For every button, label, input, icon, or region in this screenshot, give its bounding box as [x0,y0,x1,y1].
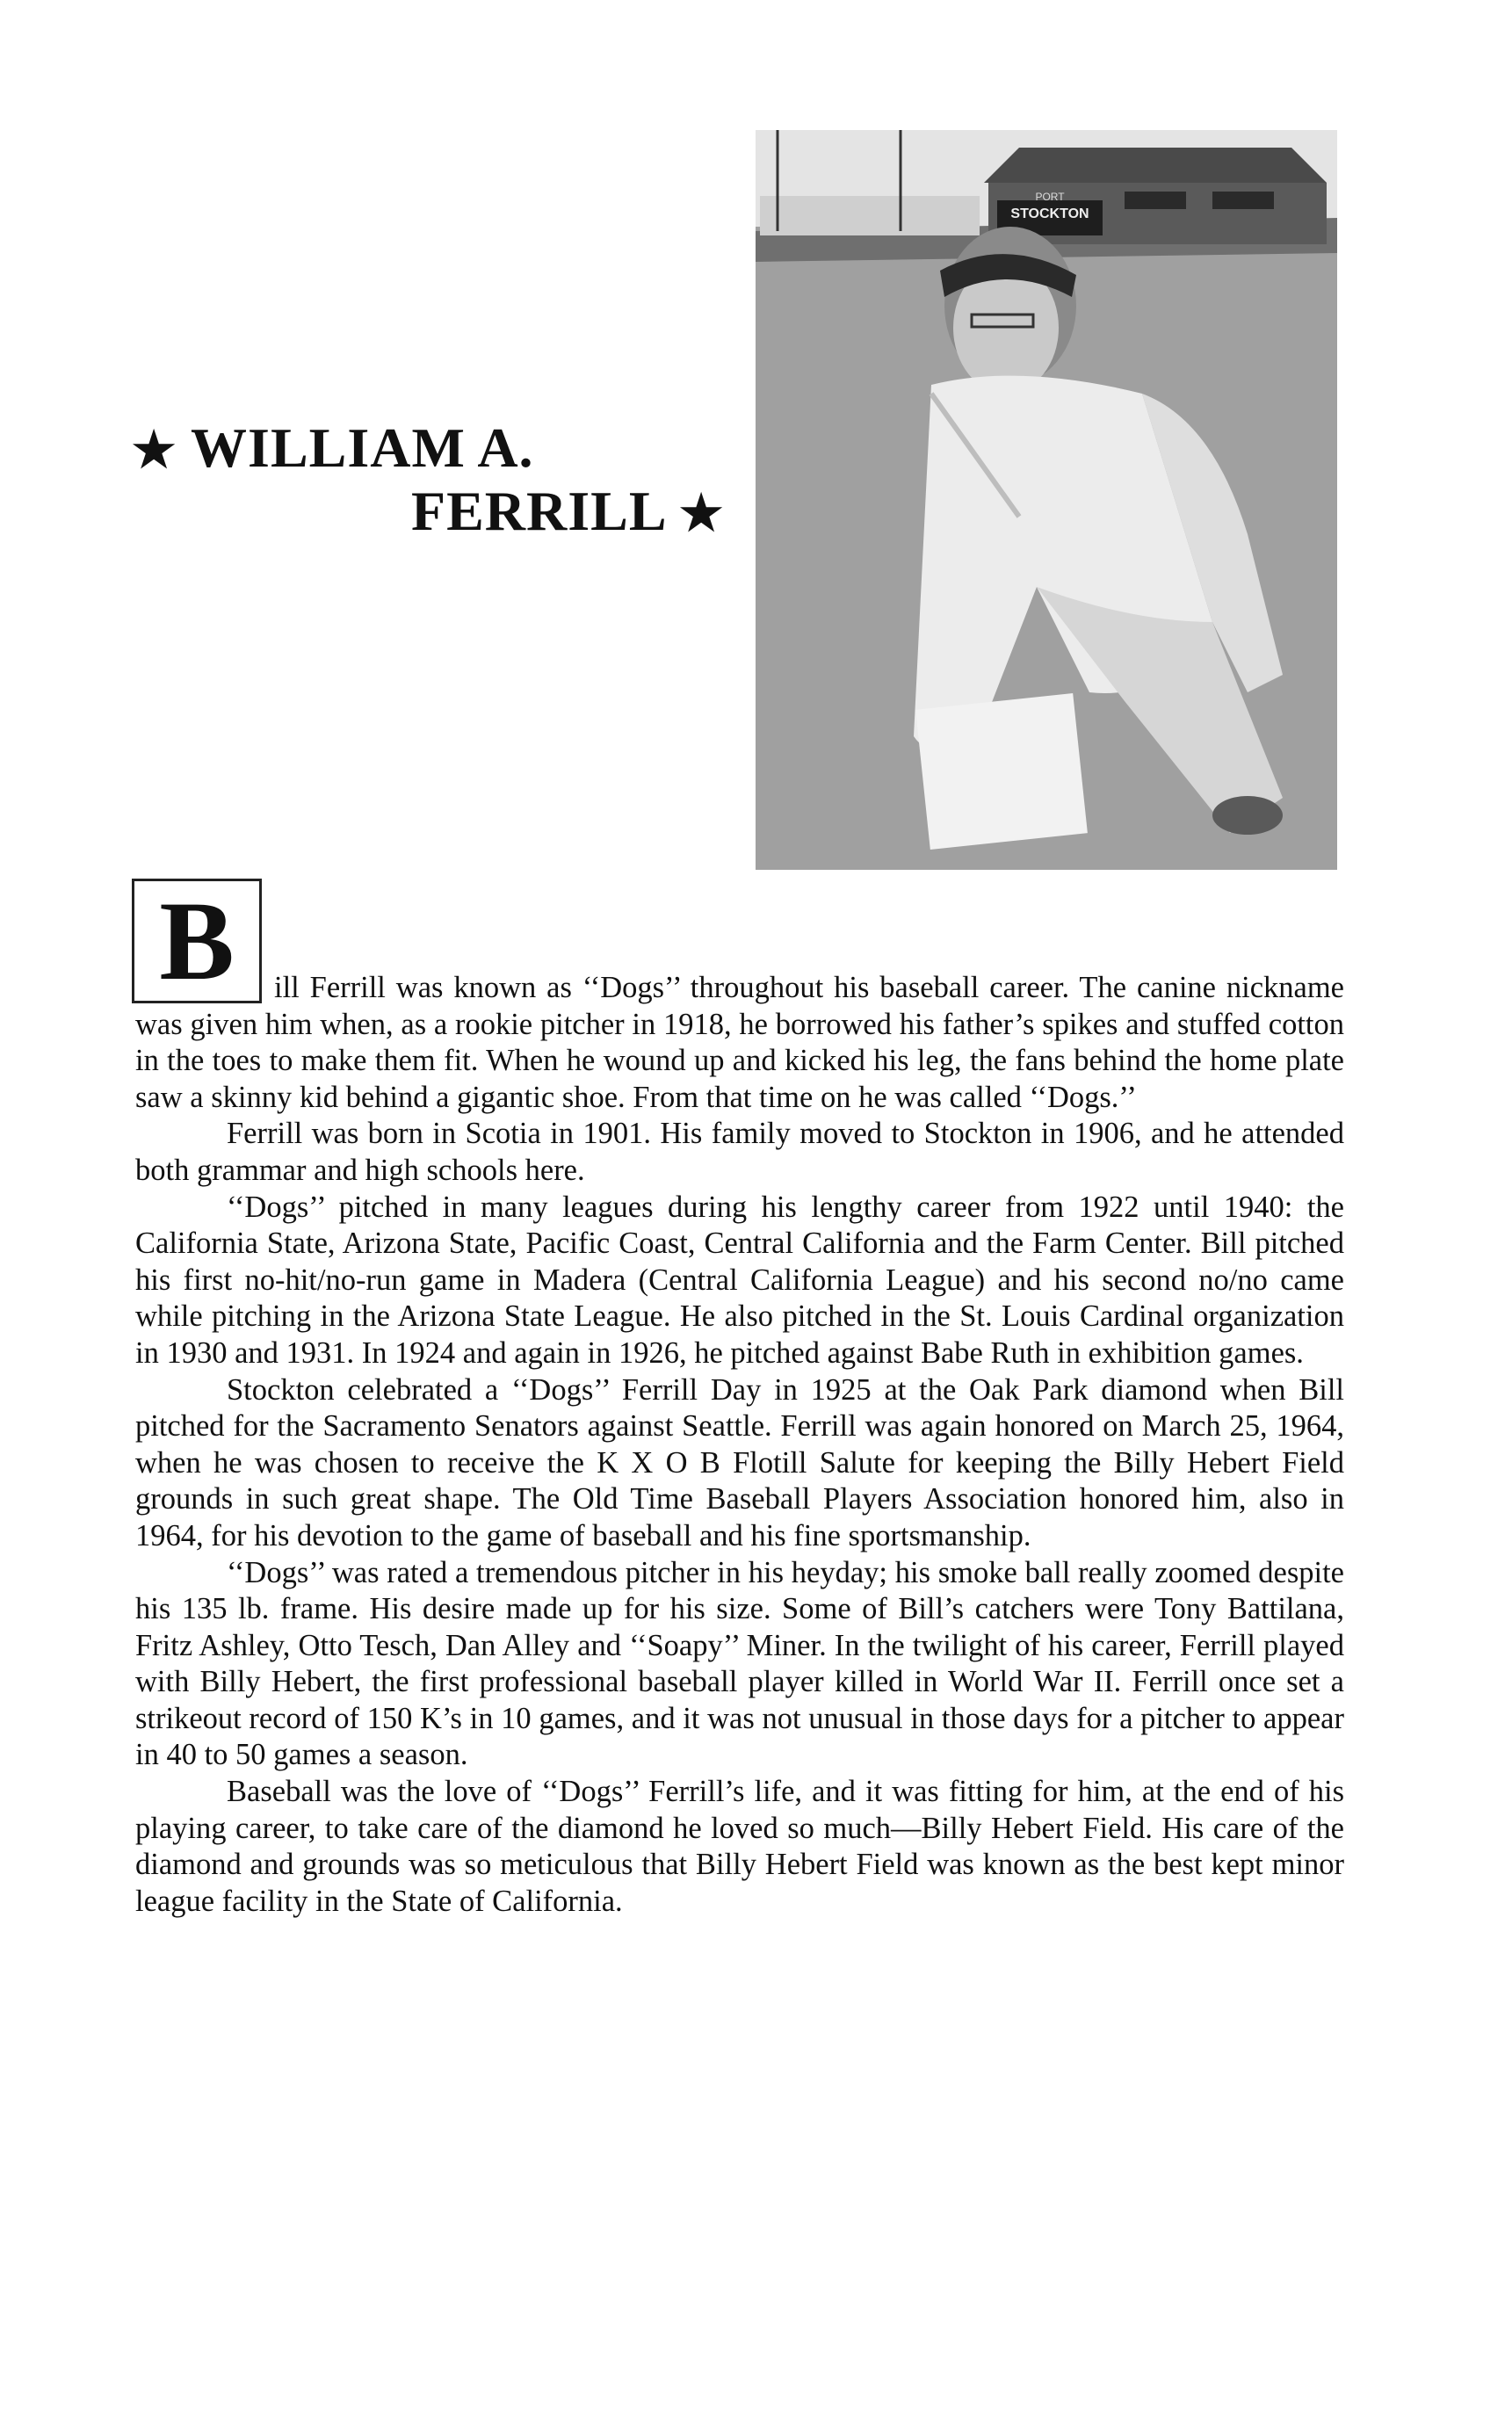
sign-top-text: PORT [1035,191,1065,203]
paragraph: ill Ferrill was known as ‘‘Dogs’’ throughout his baseball career. The canine nickname was given him when, as a rookie pitcher in 1918, he borrowed his father’s spikes and stuffed cotton in the toes to make them fit. When he wound up and kicked his leg, the fans behind the home plate saw a skinny kid behind a gigantic shoe. From that time on he was called ‘‘Dogs.’’ [135,971,1344,1114]
portrait-photo [756,130,1337,870]
sign-main-text: STOCKTON [1010,206,1089,221]
title-line-2 [411,480,725,542]
paragraph: Stockton celebrated a ‘‘Dogs’’ Ferrill Day in 1925 at the Oak Park diamond when Bill pitched for the Sacramento Senators against Seattle. Ferrill was again honored on March 25, 1964, when he was chosen to receive the K X O B Flotill Salute for keeping the Billy Hebert Field grounds in such great shape. The Old Time Baseball Players Association honored him, also in 1964, for his devotion to the game of baseball and his fine sportsmanship. [135,1372,1344,1552]
title-text-1: WILLIAM A. [191,416,534,479]
paragraph: Baseball was the love of ‘‘Dogs’’ Ferrill’s life, and it was fitting for him, at the end of his playing career, to take care of the diamond he loved so much—Billy Hebert Field. His care of the diamond and grounds was so meticulous that Billy Hebert Field was known as the best kept minor league facility in the State of California. [135,1775,1344,1918]
paragraph: ‘‘Dogs’’ pitched in many leagues during his lengthy career from 1922 until 1940: the California State, Arizona State, Pacific Coast, Central California and the Farm Center. Bill pitched his first no-hit/no-run game in Madera (Central California League) and his second no/no came while pitching in the Arizona State League. He also pitched in the St. Louis Cardinal organization in 1930 and 1931. In 1924 and again in 1926, he pitched against Babe Ruth in exhibition games. [135,1190,1344,1370]
paragraph: Ferrill was born in Scotia in 1901. His family moved to Stockton in 1906, and he attended both grammar and high schools here. [135,1117,1344,1187]
star-icon: ★ [678,487,725,541]
paragraph: ‘‘Dogs’’ was rated a tremendous pitcher in his heyday; his smoke ball really zoomed despite his 135 lb. frame. His desire made up for his size. Some of Bill’s catchers were Tony Battilana, Fritz Ashley, Otto Tesch, Dan Alley and ‘‘Soapy’’ Miner. In the twilight of his career, Ferrill played with Billy Hebert, the first professional baseball player killed in World War II. Ferrill once set a strikeout record of 150 K’s in 10 games, and it was not unusual in those days for a pitcher to appear in 40 to 50 games a season. [135,1555,1344,1772]
drop-cap-letter: B [159,879,235,1003]
title-line-1 [132,416,534,479]
photo-illustration [756,130,1337,870]
article-body [135,970,1344,1920]
star-icon: ★ [132,423,177,478]
title-text-2: FERRILL [411,480,664,542]
